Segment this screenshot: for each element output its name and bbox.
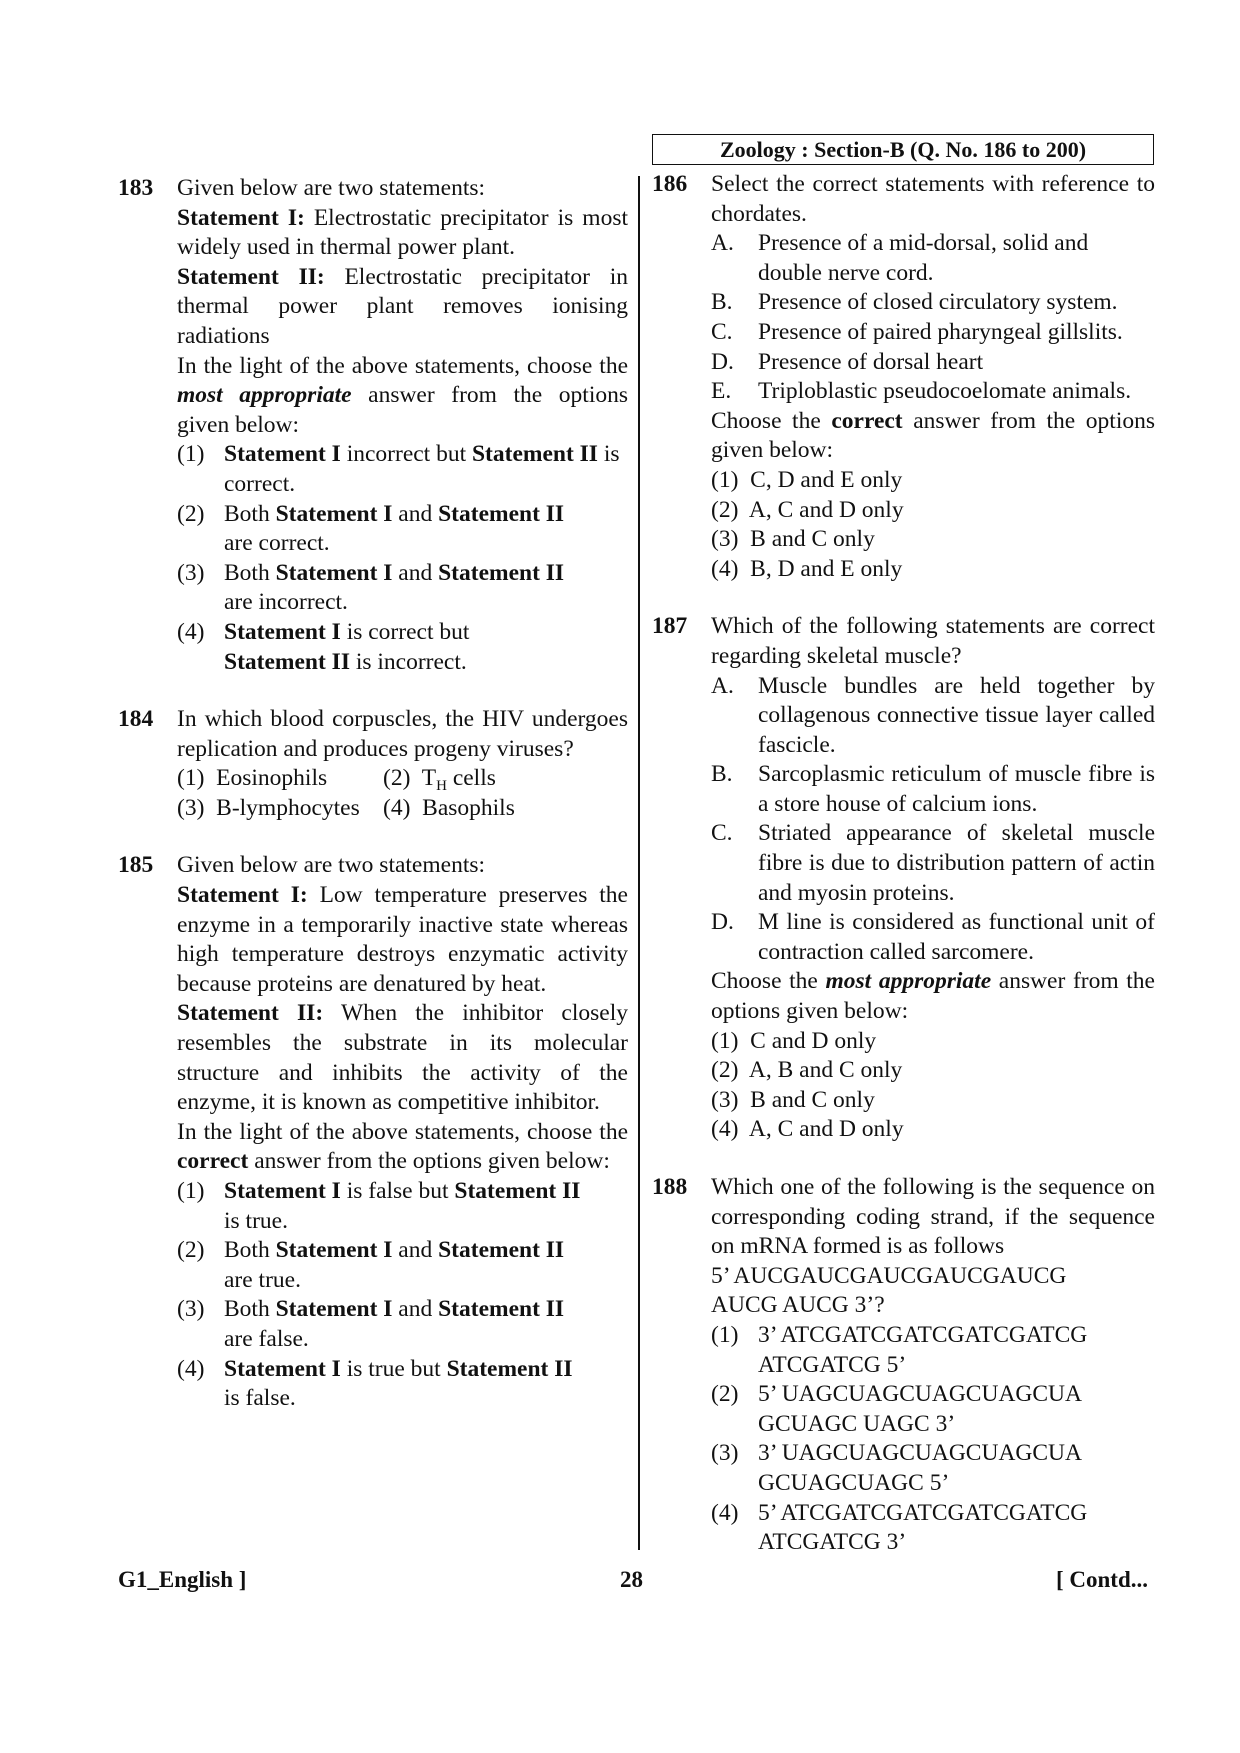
option-text: A, C and D only (748, 1116, 904, 1143)
statement-item (711, 348, 1155, 378)
option-label: (1) (177, 441, 205, 468)
item-label: B. (711, 761, 733, 788)
item-label: D. (711, 909, 734, 936)
option-text: 3’ ATCGATCGATCGATCGATCG (758, 1321, 1088, 1348)
option-text: B and C only (750, 526, 875, 553)
statement-item (711, 288, 1155, 318)
option-bold: Statement I (275, 559, 393, 586)
question-number: 184 (118, 706, 154, 733)
instruction-text: In the light of the above statements, choose the (177, 352, 628, 379)
option-3[interactable] (177, 1295, 628, 1354)
option-label: (4) (711, 555, 739, 582)
question-number: 187 (652, 613, 688, 640)
option-text: 5’ UAGCUAGCUAGCUAGCUA (758, 1381, 1082, 1408)
option-3[interactable] (711, 1086, 1155, 1116)
option-text: Basophils (422, 794, 515, 821)
option-bold: Statement II (438, 1237, 565, 1264)
item-text: Presence of a mid-dorsal, solid and double nerve cord. (758, 230, 1089, 286)
question-188 (652, 1173, 1155, 1558)
option-label: (3) (711, 526, 739, 553)
instruction-text: Choose the (711, 407, 832, 434)
option-text: are true. (224, 1266, 301, 1293)
item-text: Triploblastic pseudocoelomate animals. (758, 378, 1132, 405)
option-text: Both (224, 1296, 276, 1323)
item-text: Striated appearance of skeletal muscle fibre is due to distribution pattern of actin and myosin proteins. (758, 820, 1155, 906)
option-text: are incorrect. (224, 589, 348, 616)
option-1[interactable] (711, 1321, 1155, 1380)
item-label: B. (711, 289, 733, 316)
option-2[interactable] (177, 1236, 628, 1295)
option-text: is incorrect. (349, 648, 467, 675)
option-label: (1) (711, 466, 739, 493)
option-text: incorrect but (340, 441, 472, 468)
option-bold: Statement I (224, 441, 341, 468)
option-label: (2) (383, 765, 411, 792)
option-bold: Statement I (224, 1178, 341, 1204)
option-2[interactable] (711, 496, 1155, 526)
option-text: ATCGATCG 5’ (758, 1351, 907, 1378)
option-text: B and C only (750, 1086, 875, 1113)
item-label: E. (711, 378, 732, 405)
right-column (652, 170, 1155, 1586)
statement-item (711, 377, 1155, 407)
option-bold: Statement II (454, 1178, 581, 1204)
option-text: 5’ ATCGATCGATCGATCGATCG (758, 1499, 1088, 1526)
option-bold: Statement II (438, 500, 565, 527)
option-3[interactable] (711, 525, 1155, 555)
option-text: ATCGATCG 3’ (758, 1529, 907, 1556)
option-label: (2) (177, 500, 205, 527)
option-text: GCUAGC UAGC 3’ (758, 1410, 956, 1437)
option-2[interactable] (711, 1380, 1155, 1439)
instruction-text: answer from the options given below: (248, 1148, 610, 1175)
option-text: T (421, 765, 437, 792)
question-instruction (177, 352, 628, 441)
statement-text: Electrostatic precipitator in thermal power plant removes ionising radiations (177, 263, 629, 349)
option-4[interactable] (383, 794, 515, 824)
option-text: B-lymphocytes (216, 794, 360, 821)
statement-label: Statement I: (177, 204, 305, 231)
option-bold: Statement II (471, 441, 598, 468)
statement-text: Low temperature preserves the enzyme in a temporarily inactive state whereas high temperature destroys enzymatic activity because proteins are denatured by heat. (177, 882, 628, 997)
item-text: Sarcoplasmic reticulum of muscle fibre is a store house of calcium ions. (758, 761, 1155, 817)
option-2[interactable] (383, 764, 496, 794)
option-label: (1) (711, 1321, 739, 1348)
question-text: Which one of the following is the sequence on corresponding coding strand, if the sequence on mRNA formed is as follows (711, 1174, 1155, 1260)
option-text: and (392, 559, 439, 586)
option-4[interactable] (711, 1115, 1155, 1145)
item-label: D. (711, 348, 734, 375)
statement-2 (177, 263, 628, 352)
option-label: (4) (711, 1499, 739, 1526)
option-text: Both (224, 500, 276, 527)
question-185 (118, 851, 628, 1413)
option-bold: Statement II (446, 1355, 573, 1382)
statement-item (711, 819, 1155, 908)
option-3[interactable] (711, 1439, 1155, 1498)
option-text: is true but (340, 1355, 447, 1382)
option-bold: Statement I (275, 1296, 393, 1323)
left-column (118, 174, 628, 1442)
item-label: A. (711, 672, 734, 699)
option-text: are correct. (224, 530, 330, 557)
option-4[interactable] (711, 1499, 1155, 1558)
statement-label: Statement II: (177, 263, 325, 290)
question-number: 188 (652, 1174, 688, 1200)
option-bold: Statement I (275, 500, 393, 527)
option-1[interactable] (711, 466, 1155, 496)
option-text: Both (224, 559, 276, 586)
option-label: (4) (177, 1355, 205, 1382)
statement-text: Electrostatic precipitator is most widely used in thermal power plant. (177, 204, 628, 261)
statement-2 (177, 999, 628, 1117)
option-text: 3’ UAGCUAGCUAGCUAGCUA (758, 1440, 1082, 1467)
option-text: A, B and C only (748, 1057, 903, 1084)
option-bold: Statement I (224, 1355, 341, 1382)
option-subscript: H (436, 778, 447, 795)
statement-item (711, 908, 1155, 967)
option-text: C, D and E only (750, 466, 903, 493)
option-label: (2) (711, 1057, 739, 1084)
option-text: is correct. (224, 441, 620, 497)
option-label: (4) (177, 618, 205, 645)
option-bold: Statement II (438, 1296, 565, 1323)
statement-item (711, 760, 1155, 819)
option-bold: Statement II (438, 559, 565, 586)
option-label: (1) (177, 765, 205, 792)
statement-item (711, 229, 1155, 288)
question-186 (652, 170, 1155, 584)
instruction-text: answer from the options given below: (177, 382, 628, 438)
item-text: Presence of closed circulatory system. (758, 289, 1118, 316)
question-187 (652, 612, 1155, 1145)
question-183 (118, 174, 628, 677)
instruction-emphasis: most appropriate (825, 968, 992, 995)
instruction-emphasis: correct (177, 1148, 249, 1175)
item-label: C. (711, 820, 733, 847)
instruction-text: answer from the options given below: (711, 407, 1155, 464)
statement-label: Statement I: (177, 882, 308, 909)
question-instruction (711, 967, 1155, 1026)
mrna-sequence-line: 5’ AUCGAUCGAUCGAUCGAUCG (711, 1262, 1067, 1289)
statement-1 (177, 204, 628, 263)
statement-item (711, 318, 1155, 348)
option-3[interactable] (177, 794, 360, 824)
option-1[interactable] (177, 440, 628, 499)
option-label: (1) (711, 1027, 739, 1054)
column-divider (638, 176, 640, 1550)
option-row (177, 794, 628, 824)
option-bold: Statement II (224, 648, 350, 675)
question-text: Select the correct statements with reference to chordates. (711, 171, 1155, 227)
option-label: (3) (711, 1086, 739, 1113)
option-2[interactable] (177, 500, 628, 559)
item-text: Presence of paired pharyngeal gillslits. (758, 318, 1123, 345)
option-label: (3) (711, 1440, 739, 1467)
option-4[interactable] (177, 1355, 628, 1414)
option-4[interactable] (711, 555, 1155, 585)
option-bold: Statement I (224, 618, 341, 645)
option-text: are false. (224, 1325, 309, 1352)
instruction-text: answer from the options given below: (711, 968, 1155, 1025)
question-number: 183 (118, 175, 154, 201)
option-text: B, D and E only (750, 555, 903, 582)
question-instruction (711, 407, 1155, 466)
option-label: (2) (711, 496, 739, 523)
option-label: (3) (177, 794, 205, 821)
option-label: (3) (177, 1296, 205, 1323)
item-label: C. (711, 318, 733, 345)
footer-booklet-code: G1_English ] (118, 1567, 247, 1592)
option-text: and (392, 1237, 439, 1264)
option-text: and (392, 500, 439, 527)
instruction-text: Choose the (711, 968, 826, 995)
option-text: and (392, 1296, 439, 1323)
option-text: is false. (224, 1385, 296, 1412)
question-intro: Given below are two statements: (177, 175, 486, 201)
statement-1 (177, 881, 628, 999)
option-text: A, C and D only (748, 496, 904, 523)
option-label: (4) (383, 794, 411, 821)
item-label: A. (711, 230, 734, 257)
question-text: In which blood corpuscles, the HIV undergoes replication and produces progeny viruses? (177, 706, 628, 762)
instruction-text: In the light of the above statements, choose the (177, 1118, 628, 1145)
mrna-sequence-line: AUCG AUCG 3’? (711, 1292, 885, 1319)
option-text: is false but (340, 1178, 455, 1204)
option-label: (2) (177, 1237, 205, 1264)
footer-page-number: 28 (620, 1567, 643, 1592)
option-text: is correct but (340, 618, 470, 645)
option-2[interactable] (711, 1056, 1155, 1086)
option-row (177, 764, 628, 794)
option-bold: Statement I (275, 1237, 393, 1264)
option-1[interactable] (177, 1177, 628, 1236)
question-intro: Given below are two statements: (177, 852, 486, 879)
option-label: (2) (711, 1381, 739, 1408)
option-text: is true. (224, 1207, 288, 1234)
instruction-emphasis: correct (831, 407, 903, 434)
option-text: C and D only (750, 1027, 877, 1054)
option-text: Eosinophils (216, 765, 328, 792)
question-instruction (177, 1118, 628, 1177)
statement-label: Statement II: (177, 1000, 324, 1027)
option-4[interactable] (177, 618, 628, 677)
option-label: (1) (177, 1178, 205, 1204)
statement-item (711, 672, 1155, 761)
question-184 (118, 705, 628, 823)
question-number: 186 (652, 171, 688, 197)
option-label: (4) (711, 1116, 739, 1143)
option-1[interactable] (177, 764, 327, 794)
option-text: cells (446, 765, 496, 792)
instruction-emphasis: most appropriate (177, 382, 352, 409)
section-header: Zoology : Section-B (Q. No. 186 to 200) (652, 134, 1154, 165)
item-text: Muscle bundles are held together by collagenous connective tissue layer called fascicle. (758, 672, 1155, 758)
option-text: Both (224, 1237, 276, 1264)
question-text: Which of the following statements are correct regarding skeletal muscle? (711, 613, 1155, 669)
question-number: 185 (118, 852, 154, 879)
footer-continued: [ Contd... (1055, 1567, 1148, 1592)
option-3[interactable] (177, 559, 628, 618)
option-1[interactable] (711, 1027, 1155, 1057)
item-text: Presence of dorsal heart (758, 348, 984, 375)
item-text: M line is considered as functional unit of contraction called sarcomere. (758, 909, 1155, 965)
statement-text: When the inhibitor closely resembles the substrate in its molecular structure and inhibits the activity of the enzyme, it is known as competitive inhibitor. (177, 1000, 628, 1116)
option-label: (3) (177, 559, 205, 586)
option-text: GCUAGCUAGC 5’ (758, 1469, 950, 1496)
